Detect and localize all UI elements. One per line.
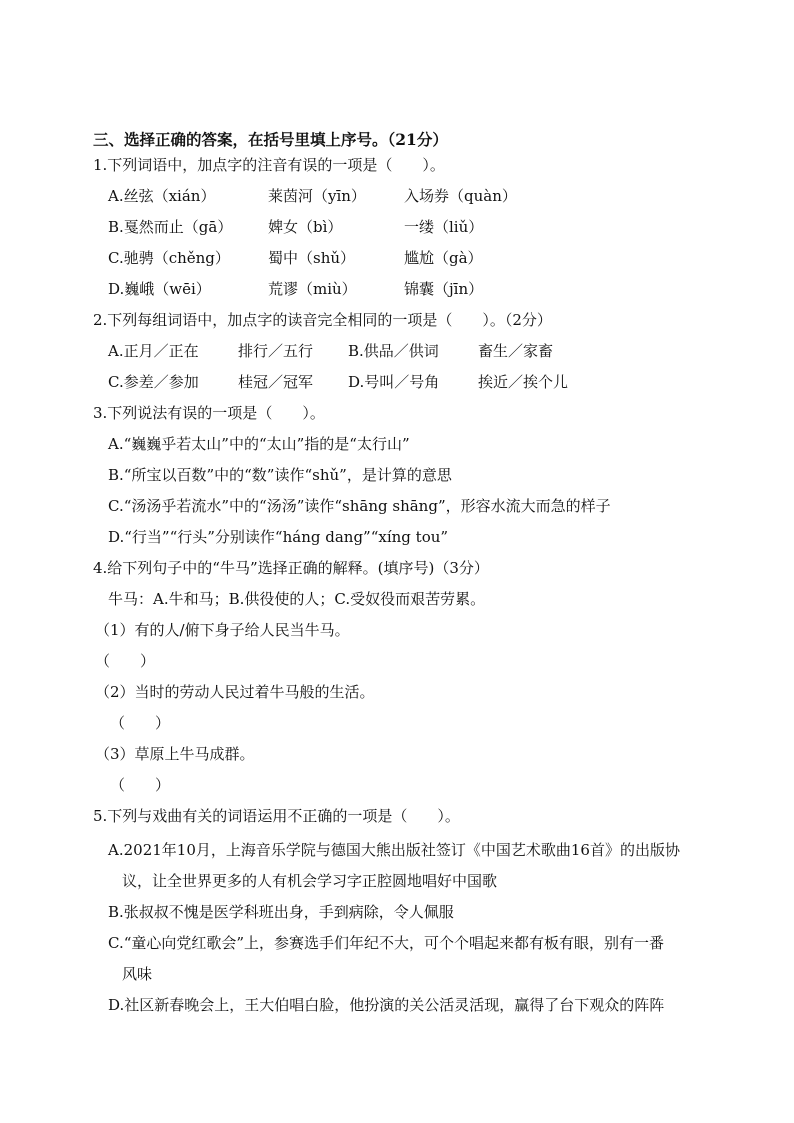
- q2-c-1: C.参差／参加: [108, 373, 199, 391]
- q3-option-b: B.“所宝以百数”中的“数”读作“shǔ”，是计算的意思: [108, 466, 452, 484]
- q1-c-2: 蜀中（shǔ）: [268, 249, 356, 267]
- q1-b-3: 一缕（liǔ）: [404, 218, 484, 236]
- q5-line-d: D.社区新春晚会上，王大伯唱白脸，他扮演的关公活灵活现，赢得了台下观众的阵阵: [108, 996, 665, 1014]
- q1-stem: 1.下列词语中，加点字的注音有误的一项是（ ）。: [93, 156, 445, 174]
- q5-line-c1: C.“童心向党红歌会”上，参赛选手们年纪不大，可个个唱起来都有板有眼，别有一番: [108, 934, 665, 952]
- q4-item-2: （2）当时的劳动人民过着牛马般的生活。: [95, 683, 375, 701]
- q5-line-b: B.张叔叔不愧是医学科班出身，手到病除，令人佩服: [108, 903, 454, 921]
- q1-a-1: A.丝弦（xián）: [108, 187, 216, 205]
- q4-item-1: （1）有的人/俯下身子给人民当牛马。: [95, 621, 350, 639]
- q2-d-1: D.号叫／号角: [348, 373, 440, 391]
- q2-a-1: A.正月／正在: [108, 342, 199, 360]
- q1-a-2: 莱茵河（yīn）: [268, 187, 366, 205]
- q3-stem: 3.下列说法有误的一项是（ ）。: [93, 404, 325, 422]
- q1-c-1: C.驰骋（chěng）: [108, 249, 230, 267]
- q2-a-2: 排行／五行: [238, 342, 314, 360]
- q3-option-c: C.“汤汤乎若流水”中的“汤汤”读作“shāng shāng”，形容水流大而急的样子: [108, 497, 611, 515]
- q5-line-a2: 议，让全世界更多的人有机会学习字正腔圆地唱好中国歌: [122, 872, 498, 890]
- q1-b-2: 婢女（bì）: [268, 218, 343, 236]
- q5-line-c2: 风味: [122, 965, 153, 983]
- q2-b-2: 畜生／家畜: [478, 342, 554, 360]
- q1-a-3: 入场券（quàn）: [404, 187, 517, 205]
- section-title: 三、选择正确的答案，在括号里填上序号。（21分）: [93, 130, 448, 149]
- q2-stem: 2.下列每组词语中，加点字的读音完全相同的一项是（ ）。（2分）: [93, 311, 552, 329]
- q2-d-2: 挨近／挨个儿: [478, 373, 569, 391]
- q1-b-1: B.戛然而止（gā）: [108, 218, 233, 236]
- q4-definition: 牛马：A.牛和马；B.供役使的人；C.受奴役而艰苦劳累。: [108, 590, 486, 608]
- q4-blank-3: （ ）: [110, 776, 171, 794]
- q4-blank-1: （ ）: [95, 652, 156, 670]
- q5-stem: 5.下列与戏曲有关的词语运用不正确的一项是（ ）。: [93, 807, 460, 825]
- q4-stem: 4.给下列句子中的“牛马”选择正确的解释。(填序号)（3分）: [93, 559, 489, 577]
- q1-c-3: 尴尬（gà）: [404, 249, 483, 267]
- q2-c-2: 桂冠／冠军: [238, 373, 314, 391]
- q3-option-d: D.“行当”“行头”分别读作“háng dang”“xíng tou”: [108, 528, 449, 546]
- q2-b-1: B.供品／供词: [348, 342, 439, 360]
- q1-d-2: 荒谬（miù）: [268, 280, 357, 298]
- q4-blank-2: （ ）: [110, 714, 171, 732]
- q4-item-3: （3）草原上牛马成群。: [95, 745, 255, 763]
- q1-d-1: D.巍峨（wēi）: [108, 280, 211, 298]
- q5-line-a1: A.2021年10月，上海音乐学院与德国大熊出版社签订《中国艺术歌曲16首》的出版协: [108, 841, 680, 859]
- q1-d-3: 锦囊（jīn）: [404, 280, 484, 298]
- q3-option-a: A.“巍巍乎若太山”中的“太山”指的是“太行山”: [108, 435, 410, 453]
